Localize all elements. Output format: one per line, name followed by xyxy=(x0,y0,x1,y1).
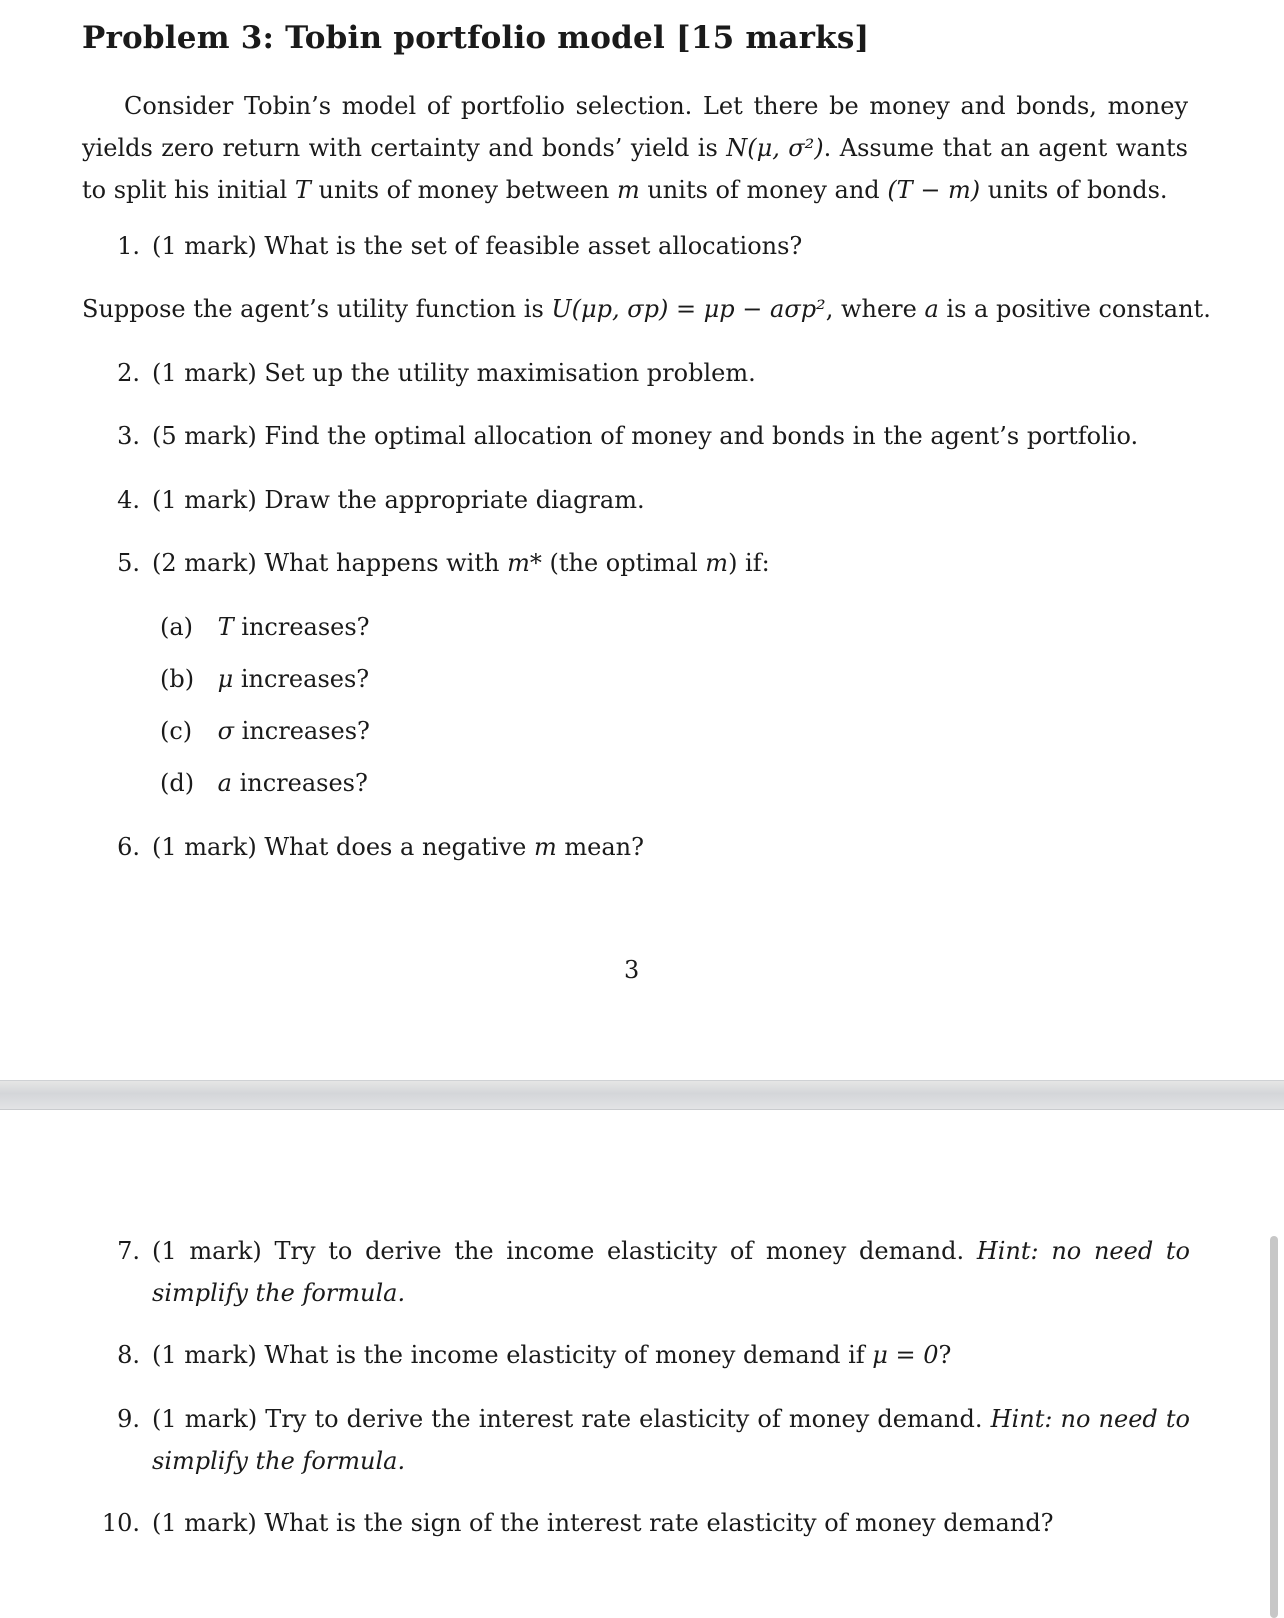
math-a: a xyxy=(924,295,939,323)
math-m: m xyxy=(616,176,640,204)
subquestion-d xyxy=(160,762,368,804)
intro-text-d: units of money and xyxy=(639,176,888,204)
q7-hint: Hint: no need to simplify the formula. xyxy=(152,1237,1190,1307)
page-divider xyxy=(0,1080,1284,1110)
utility-text-c: is a positive constant. xyxy=(938,295,1211,323)
subquestion-label: (c) xyxy=(160,717,193,745)
subquestion-label: (b) xyxy=(160,665,195,693)
question-number: 8. xyxy=(117,1341,140,1369)
math-m-star: m* xyxy=(507,549,542,577)
math-T: T xyxy=(294,176,311,204)
q8-text-a: (1 mark) What is the income elasticity of money demand if xyxy=(152,1341,873,1369)
intro-text-b: . Assume that an agent wants to split his initial xyxy=(82,134,1188,204)
problem-title: Problem 3: Tobin portfolio model [15 marks] xyxy=(82,20,870,56)
subquestion-c xyxy=(160,710,370,752)
q8-text-b: ? xyxy=(938,1341,952,1369)
intro-text-c: units of money between xyxy=(310,176,617,204)
question-text: (1 mark) Set up the utility maximisation problem. xyxy=(152,359,756,387)
subquestion-var: a xyxy=(217,769,232,797)
question-number: 4. xyxy=(117,486,140,514)
question-text: (1 mark) Draw the appropriate diagram. xyxy=(152,486,645,514)
math-mu-zero: μ = 0 xyxy=(872,1341,939,1369)
intro-text-a: Consider Tobin’s model of portfolio selection. Let there be money and bonds, money yields zero return with certainty and bonds’ yield is xyxy=(82,92,1188,162)
question-number: 9. xyxy=(117,1405,140,1433)
question-number: 6. xyxy=(117,833,140,861)
utility-paragraph xyxy=(82,288,1211,330)
question-number: 7. xyxy=(117,1237,140,1265)
q9-text: (1 mark) Try to derive the interest rate elasticity of money demand. xyxy=(152,1405,991,1433)
question-text xyxy=(152,1334,1190,1376)
subquestion-text: increases? xyxy=(233,613,370,641)
q5-text-c: ) if: xyxy=(728,549,770,577)
question-text xyxy=(152,826,1190,868)
page-2 xyxy=(0,1108,1284,1618)
math-utility: U(μp, σp) = μp − aσp² xyxy=(551,295,826,323)
math-m: m xyxy=(533,833,557,861)
question-text: (1 mark) What is the sign of the interest rate elasticity of money demand? xyxy=(152,1509,1054,1537)
utility-text-a: Suppose the agent’s utility function is xyxy=(82,295,552,323)
q6-text-b: mean? xyxy=(556,833,644,861)
question-text: (1 mark) What is the set of feasible asset allocations? xyxy=(152,232,803,260)
subquestion-var: T xyxy=(217,613,234,641)
question-number: 1. xyxy=(117,232,140,260)
q5-text-b: (the optimal xyxy=(541,549,706,577)
subquestion-b xyxy=(160,658,369,700)
scrollbar-thumb[interactable] xyxy=(1270,1236,1278,1618)
subquestion-label: (a) xyxy=(160,613,194,641)
q6-text-a: (1 mark) What does a negative xyxy=(152,833,534,861)
math-normal: N(μ, σ²) xyxy=(726,134,824,162)
question-text xyxy=(152,1230,1190,1314)
q5-text-a: (2 mark) What happens with xyxy=(152,549,508,577)
subquestion-var: σ xyxy=(217,717,235,745)
subquestion-label: (d) xyxy=(160,769,195,797)
question-text: (5 mark) Find the optimal allocation of money and bonds in the agent’s portfolio. xyxy=(152,422,1139,450)
subquestion-text: increases? xyxy=(231,769,368,797)
question-text xyxy=(152,1398,1190,1482)
subquestion-a xyxy=(160,606,370,648)
intro-text-e: units of bonds. xyxy=(980,176,1168,204)
subquestion-var: μ xyxy=(217,665,234,693)
q9-hint: Hint: no need to simplify the formula. xyxy=(152,1405,1190,1475)
question-number: 2. xyxy=(117,359,140,387)
math-T-minus-m: (T − m) xyxy=(887,176,981,204)
utility-text-b: , where xyxy=(825,295,925,323)
page-number: 3 xyxy=(624,956,640,984)
q7-text: (1 mark) Try to derive the income elasticity of money demand. xyxy=(152,1237,977,1265)
question-number: 3. xyxy=(117,422,140,450)
question-text xyxy=(152,542,1190,584)
math-m: m xyxy=(705,549,729,577)
question-number: 5. xyxy=(117,549,140,577)
subquestion-text: increases? xyxy=(233,665,370,693)
subquestion-text: increases? xyxy=(234,717,370,745)
question-number: 10. xyxy=(101,1509,140,1537)
intro-paragraph xyxy=(82,85,1188,211)
